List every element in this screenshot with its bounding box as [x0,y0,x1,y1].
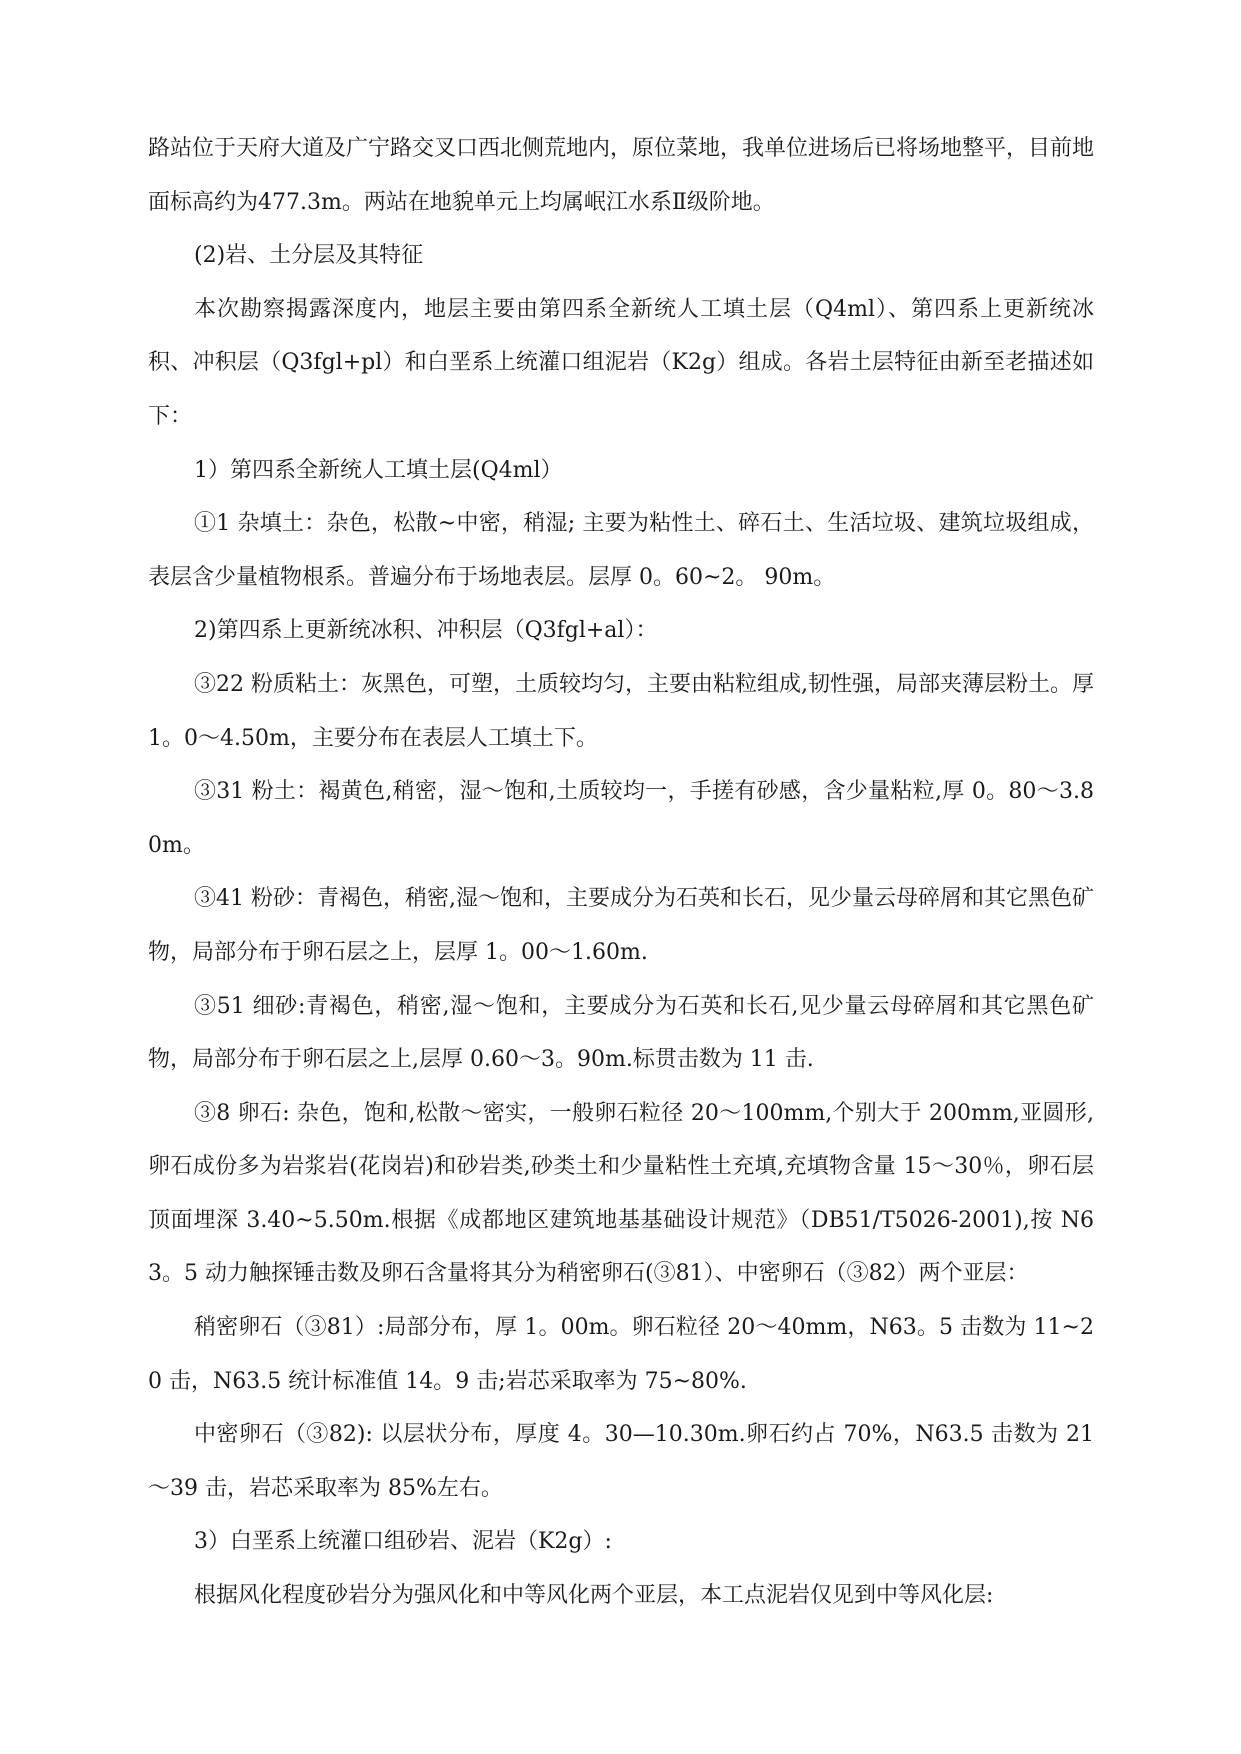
paragraph-silty-clay: ③22 粉质粘土：灰黑色，可塑，土质较均匀，主要由粘粒组成,韧性强，局部夹薄层粉土。厚 1。0～4.50m，主要分布在表层人工填土下。 [148,671,1094,751]
paragraph-slightly-dense-pebble: 稍密卵石（③81）:局部分布，厚 1。00m。卵石粒径 20～40mm，N63。5 击数为 11~20 击，N63.5 统计标准值 14。9 击;岩芯采取率为 75~80%. [148,1315,1094,1394]
paragraph-fine-sand: ③51 细砂:青褐色，稍密,湿～饱和，主要成分为石英和长石,见少量云母碎屑和其它黑色矿物，局部分布于卵石层之上,层厚 0.60～3。90m.标贯击数为 11 击. [148,993,1094,1073]
paragraph-site-location: 路站位于天府大道及广宁路交叉口西北侧荒地内，原位菜地，我单位进场后已将场地整平，目前地面标高约为477.3m。两站在地貌单元上均属岷江水系Ⅱ级阶地。 [148,136,1095,215]
document-page [148,122,1094,1623]
subheading-cretaceous-layer: 3）白垩系上统灌口组砂岩、泥岩（K2g）: [194,1529,612,1555]
subheading-fill-layer: 1）第四系全新统人工填土层(Q4ml） [194,457,563,483]
section-heading-strata: (2)岩、土分层及其特征 [194,243,424,269]
paragraph-strata-overview: 本次勘察揭露深度内，地层主要由第四系全新统人工填土层（Q4ml）、第四系上更新统冰积、冲积层（Q3fgl+pl）和白垩系上统灌口组泥岩（K2g）组成。各岩土层特征由新至老描述如下： [148,296,1094,429]
paragraph-miscellaneous-fill: ①1 杂填土：杂色，松散~中密，稍湿; 主要为粘性土、碎石土、生活垃圾、建筑垃圾组成，表层含少量植物根系。普遍分布于场地表层。层厚 0。60~2。 90m。 [148,511,1094,590]
paragraph-medium-dense-pebble: 中密卵石（③82): 以层状分布，厚度 4。30—10.30m.卵石约占 70%，N63.5 击数为 21～39 击，岩芯采取率为 85%左右。 [148,1422,1094,1501]
subheading-glacial-alluvial-layer: 2)第四系上更新统冰积、冲积层（Q3fgl+al）： [194,618,658,644]
paragraph-weathering: 根据风化程度砂岩分为强风化和中等风化两个亚层，本工点泥岩仅见到中等风化层: [194,1583,994,1609]
paragraph-silty-sand: ③41 粉砂：青褐色，稍密,湿～饱和，主要成分为石英和长石，见少量云母碎屑和其它黑色矿物，局部分布于卵石层之上，层厚 1。00～1.60m. [148,886,1094,965]
paragraph-silt: ③31 粉土：褐黄色,稍密，湿～饱和,土质较均一，手搓有砂感，含少量粘粒,厚 0。80～3.80m。 [148,779,1094,858]
paragraph-pebble: ③8 卵石: 杂色，饱和,松散～密实，一般卵石粒径 20～100mm,个别大于 200mm,亚圆形,卵石成份多为岩浆岩(花岗岩)和砂岩类,砂类土和少量粘性土充填,充填物含量 15～30％，卵石层顶面埋深 3.40~5.50m.根据《成都地区建筑地基基础设计规范》（DB51/T5026-2001),按 N63。5 动力触探锤击数及卵石含量将其分为稍密卵石(③81）、中密卵石（③82）两个亚层： [148,1100,1094,1287]
